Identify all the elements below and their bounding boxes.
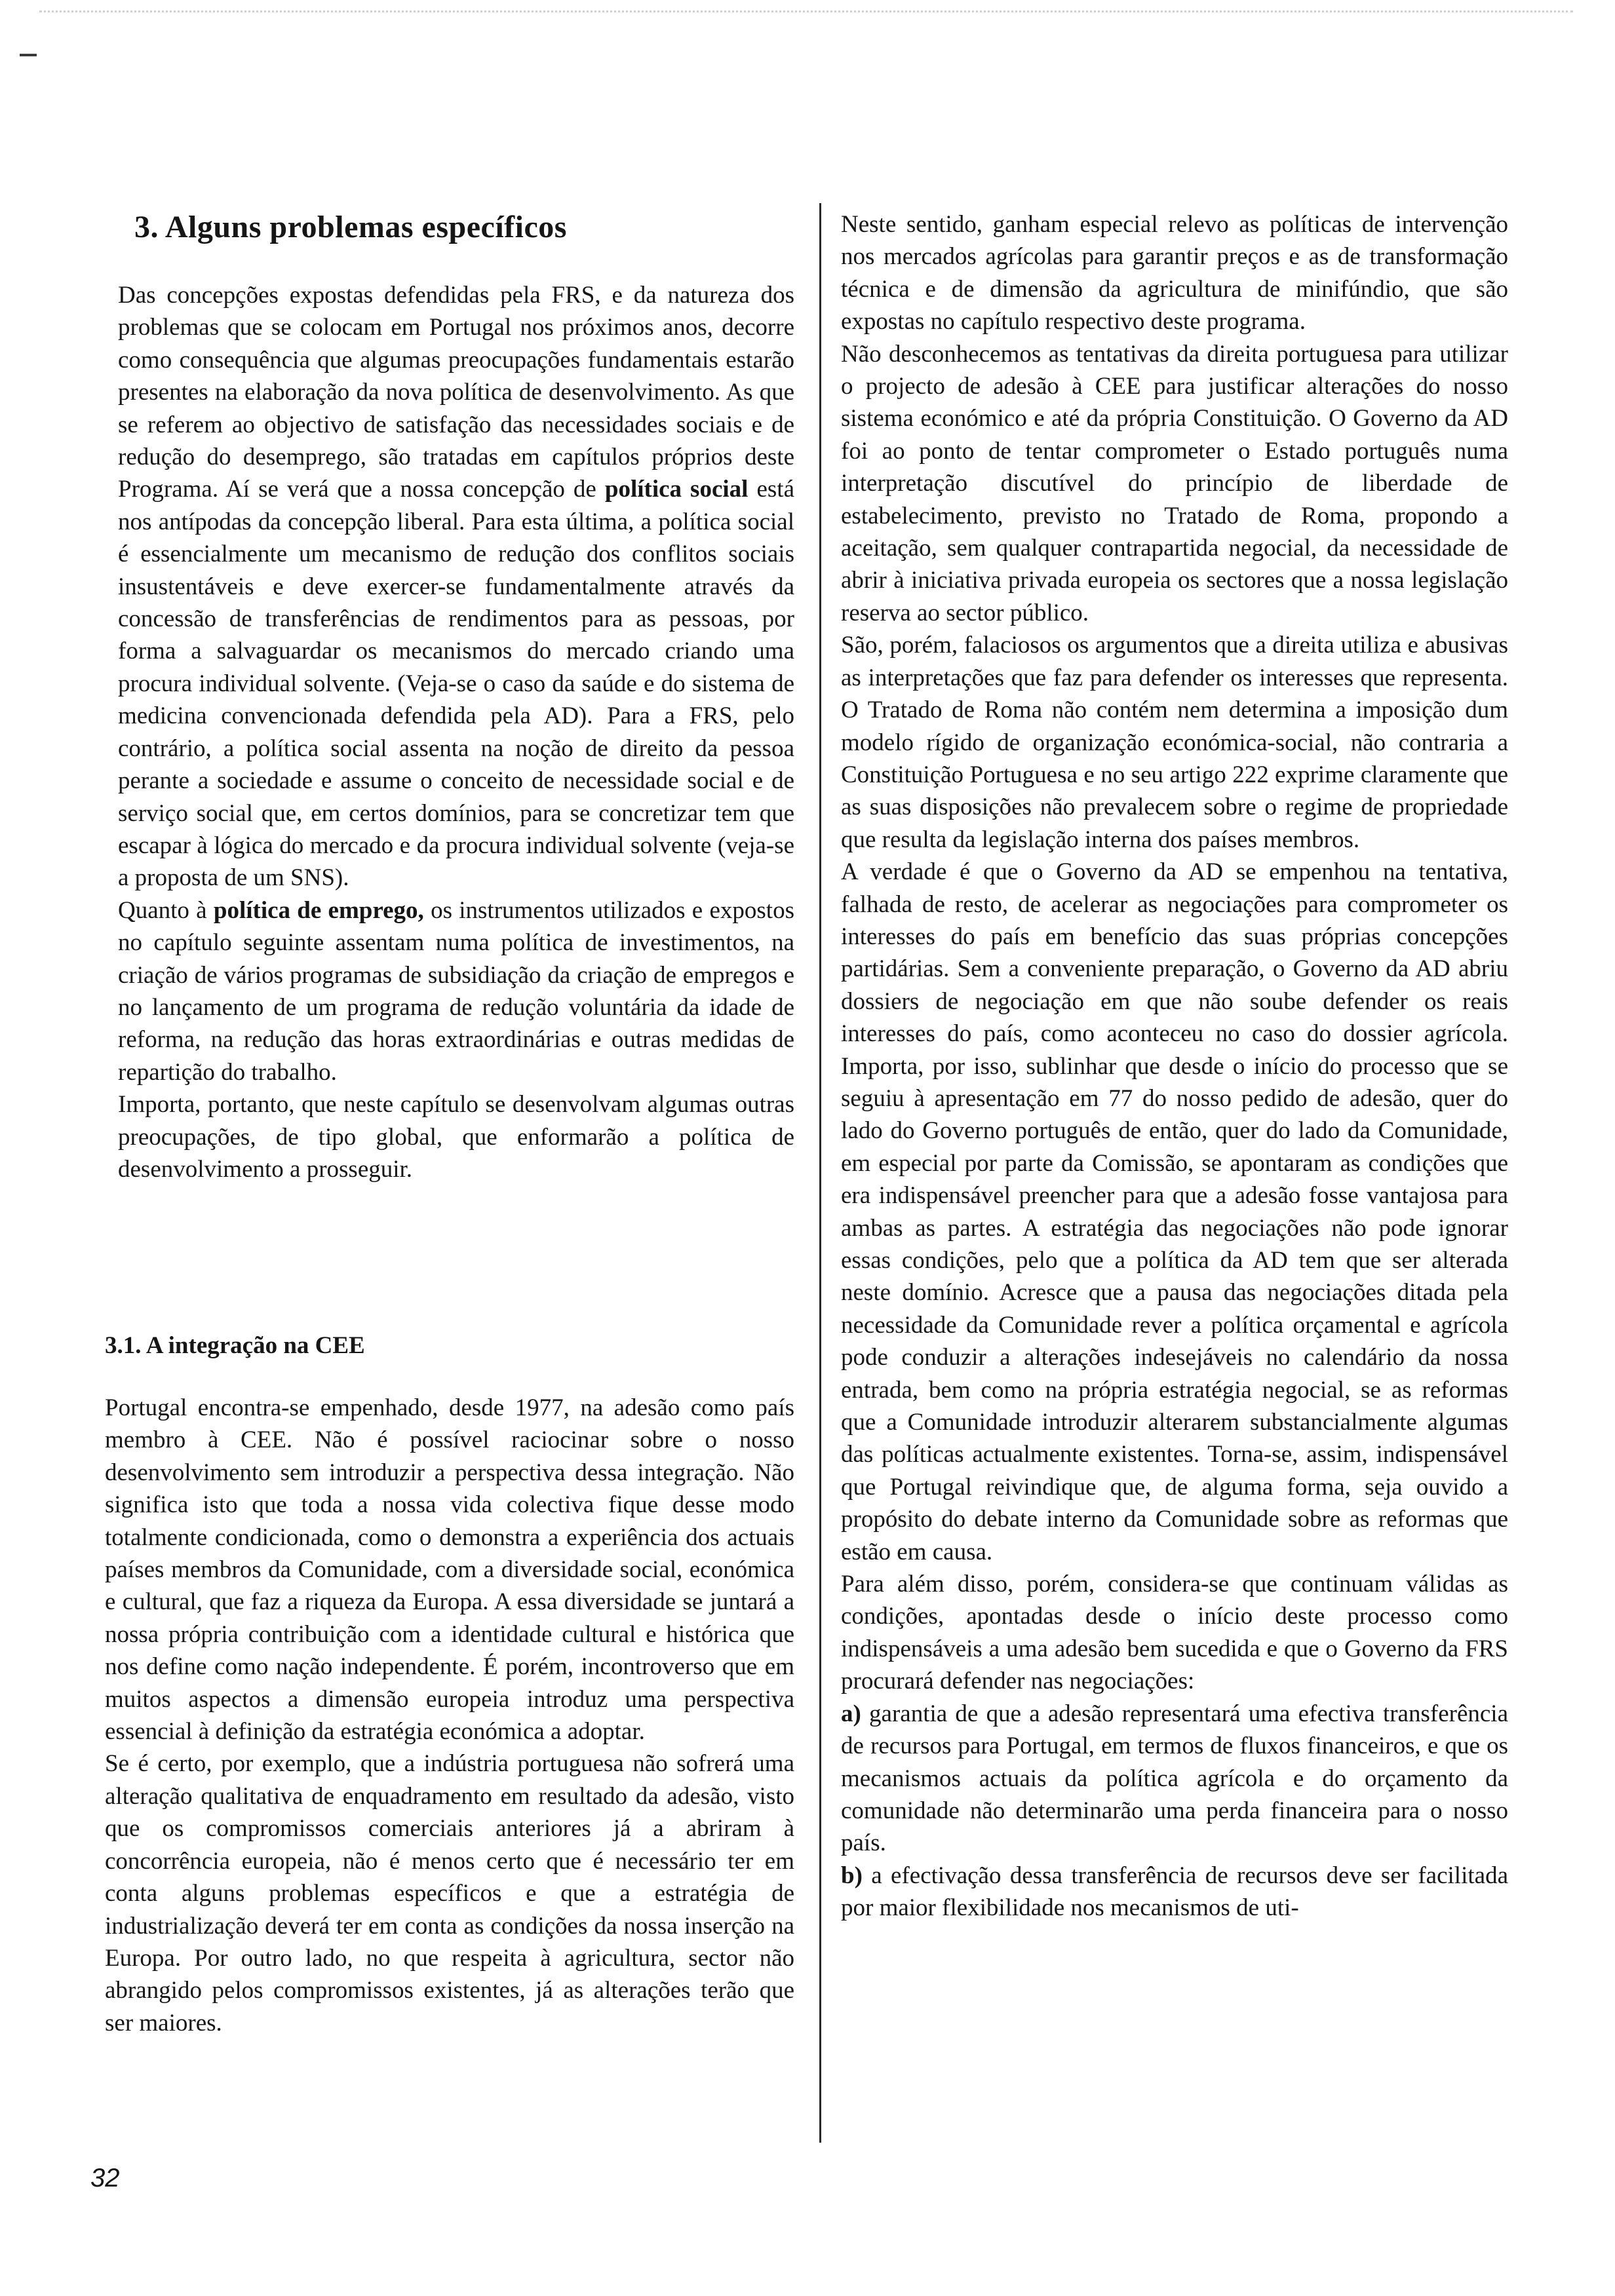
text-run: Importa, portanto, que neste capítulo se desenvolvam algumas outras preocupações, de tipo global, que enformarão a política de desenvolvimento a prosseguir. bbox=[118, 1091, 794, 1183]
paragraph bbox=[841, 856, 1508, 1568]
right-column-text-block bbox=[841, 208, 1508, 1924]
text-run: garantia de que a adesão representará uma efectiva transferência de recursos para Portugal, em termos de fluxos financeiros, e que os mecanismos actuais da política agrícola e do orçamento da comunidade não determinarão uma perda financeira para o nosso país. bbox=[841, 1700, 1508, 1857]
text-run: está nos antípodas da concepção liberal. Para esta última, a política social é essencialmente um mecanismo de redução dos conflitos sociais insustentáveis e deve exercer-se fundamentalmente através da concessão de transferências de rendimentos para as pessoas, por forma a salvaguardar os mecanismos do mercado criando uma procura individual solvente. (Veja-se o caso da saúde e do sistema de medicina convencionada defendida pela AD). Para a FRS, pelo contrário, a política social assenta na noção de direito da pessoa perante a sociedade e assume o conceito de necessidade social e de serviço social que, em certos domínios, para se concretizar tem que escapar à lógica do mercado e da procura individual solvente (veja-se a proposta de um SNS). bbox=[118, 476, 795, 892]
text-run: Não desconhecemos as tentativas da direita portuguesa para utilizar o projecto de adesão à CEE para justificar alterações do nosso sistema económico e até da própria Constituição. O Governo da AD foi ao ponto de tentar comprometer o Estado português numa interpretação discutível do princípio de liberdade de estabelecimento, previsto no Tratado de Roma, propondo a aceitação, sem qualquer contrapartida negocial, da necessidade de abrir à iniciativa privada europeia os sectores que a nossa legislação reserva ao sector público. bbox=[841, 340, 1508, 626]
text-run: Neste sentido, ganham especial relevo as políticas de intervenção nos mercados agrícolas para garantir preços e as de transformação técnica e de dimensão da agricultura de minifúndio, que são expostas no capítulo respectivo deste programa. bbox=[841, 211, 1508, 335]
text-run: São, porém, falaciosos os argumentos que a direita utiliza e abusivas as interpretações que faz para defender os interesses que representa. O Tratado de Roma não contém nem determina a imposição dum modelo rígido de organização económica-social, não contraria a Constituição Portuguesa e no seu artigo 222 exprime claramente que as suas disposições não prevalecem sobre o regime de propriedade que resulta da legislação interna dos países membros. bbox=[841, 632, 1508, 853]
text-run: Se é certo, por exemplo, que a indústria portuguesa não sofrerá uma alteração qualitativa de enquadramento em resultado da adesão, visto que os compromissos comerciais anteriores já a abriram à concorrência europeia, não é menos certo que é necessário ter em conta alguns problemas específicos e que a estratégia de industrialização deverá ter em conta as condições da nossa inserção na Europa. Por outro lado, no que respeita à agricultura, sector não abrangido pelos compromissos existentes, já as alterações terão que ser maiores. bbox=[105, 1750, 794, 2037]
paragraph bbox=[118, 1088, 794, 1185]
column-divider bbox=[819, 203, 821, 2143]
paragraph bbox=[118, 279, 794, 894]
paragraph bbox=[841, 1568, 1508, 1698]
scan-edge-line bbox=[39, 10, 1573, 14]
text-run: Quanto à bbox=[118, 896, 214, 924]
paragraph bbox=[841, 338, 1508, 630]
text-run: Para além disso, porém, considera-se que continuam válidas as condições, apontadas desde o início deste processo como indispensáveis a uma adesão bem sucedida e que o Governo da FRS procurará defender nas negociações: bbox=[841, 1571, 1508, 1695]
paragraph bbox=[841, 629, 1508, 856]
cee-text-block bbox=[105, 1392, 794, 2039]
paragraph bbox=[105, 1392, 794, 1748]
paragraph bbox=[841, 1860, 1508, 1924]
paragraph bbox=[841, 1698, 1508, 1860]
text-run: A verdade é que o Governo da AD se empenhou na tentativa, falhada de resto, de acelerar as negociações para comprometer os interesses do país em benefício das suas próprias concepções partidárias. Sem a conveniente preparação, o Governo da AD abriu dossiers de negociação em que não soube defender os reais interesses do país, como aconteceu no caso do dossier agrícola. Importa, por isso, sublinhar que desde o início do processo que se seguiu à apresentação em 77 do nosso pedido de adesão, quer do lado do Governo português de então, quer do lado da Comunidade, em especial por parte da Comissão, se apontaram as condições que era indispensável preencher para que a adesão fosse vantajosa para ambas as partes. A estratégia das negociações não pode ignorar essas condições, pelo que a política da AD tem que ser alterada neste domínio. Acresce que a pausa das negociações ditada pela necessidade da Comunidade rever a política orçamental e agrícola pode conduzir a alterações indesejáveis no calendário da nossa entrada, bem como na própria estratégia negocial, se as reformas que a Comunidade introduzir alterarem substancialmente algumas das políticas actualmente existentes. Torna-se, assim, indispensável que Portugal reivindique que, de alguma forma, seja ouvido a propósito do debate interno da Comunidade sobre as reformas que estão em causa. bbox=[841, 858, 1508, 1565]
text-run: os instrumentos utilizados e expostos no capítulo seguinte assentam numa política de investimentos, na criação de vários programas de subsidiação da criação de empregos e no lançamento de um programa de redução voluntária da idade de reforma, na redução das horas extraordinárias e outras medidas de repartição do trabalho. bbox=[118, 896, 794, 1086]
scan-mark bbox=[20, 54, 37, 56]
text-run: Das concepções expostas defendidas pela FRS, e da natureza dos problemas que se colocam em Portugal nos próximos anos, decorre como consequência que algumas preocupações fundamentais estarão presentes na elaboração da nova política de desenvolvimento. As que se referem ao objectivo de satisfação das necessidades sociais e de redução do desemprego, são tratadas em capítulos próprios deste Programa. Aí se verá que a nossa concepção de bbox=[118, 282, 794, 503]
section-heading: 3. Alguns problemas específicos bbox=[134, 210, 567, 244]
bold-text-run: política de emprego, bbox=[213, 896, 424, 924]
paragraph bbox=[841, 208, 1508, 338]
subsection-heading: 3.1. A integração na CEE bbox=[105, 1332, 365, 1359]
bold-text-run: política social bbox=[604, 476, 749, 503]
intro-text-block bbox=[118, 279, 794, 1185]
bold-text-run: a) bbox=[841, 1700, 861, 1727]
text-run: Portugal encontra-se empenhado, desde 1977, na adesão como país membro à CEE. Não é possível raciocinar sobre o nosso desenvolvimento sem introduzir a perspectiva dessa integração. Não significa isto que toda a nossa vida colectiva fique desse modo totalmente condicionada, como o demonstra a experiência dos actuais países membros da Comunidade, com a diversidade social, económica e cultural, que faz a riqueza da Europa. A essa diversidade se juntará a nossa própria contribuição com a identidade cultural e histórica que nos define como nação independente. É porém, incontroverso que em muitos aspectos a dimensão europeia introduz uma perspectiva essencial à definição da estratégia económica a adoptar. bbox=[105, 1394, 794, 1746]
paragraph bbox=[105, 1748, 794, 2039]
page-number: 32 bbox=[90, 2164, 120, 2192]
paragraph bbox=[118, 894, 794, 1088]
text-run: a efectivação dessa transferência de recursos deve ser facilitada por maior flexibilidade nos mecanismos de uti- bbox=[841, 1862, 1508, 1922]
bold-text-run: b) bbox=[841, 1862, 863, 1889]
